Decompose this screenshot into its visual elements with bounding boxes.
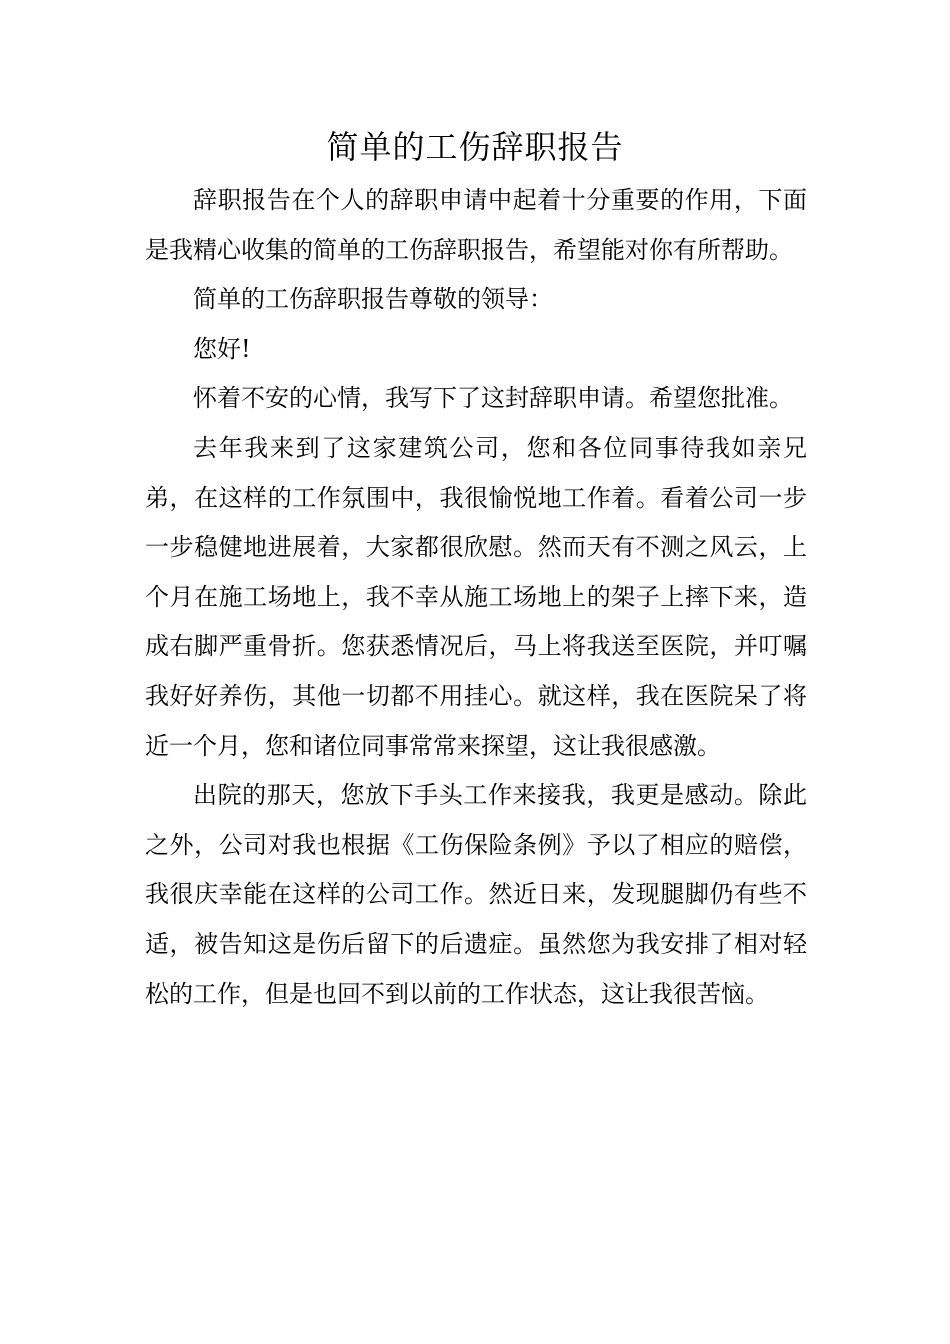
document-title: 简单的工伤辞职报告 xyxy=(326,128,624,166)
document-body xyxy=(145,176,807,1019)
greeting-paragraph: 您好! xyxy=(193,334,251,363)
intro-paragraph: 辞职报告在个人的辞职申请中起着十分重要的作用，下面是我精心收集的简单的工伤辞职报告，希望能对你有所帮助。 xyxy=(145,186,807,264)
body-paragraph: 出院的那天，您放下手头工作来接我，我更是感动。除此之外，公司对我也根据《工伤保险条例》予以了相应的赔偿，我很庆幸能在这样的公司工作。然近日来，发现腿脚仍有些不适，被告知这是伤后留下的后遗症。虽然您为我安排了相对轻松的工作，但是也回不到以前的工作状态，这让我很苦恼。 xyxy=(145,781,807,1008)
salutation-paragraph: 简单的工伤辞职报告尊敬的领导： xyxy=(193,285,553,314)
body-paragraph: 去年我来到了这家建筑公司，您和各位同事待我如亲兄弟，在这样的工作氛围中，我很愉悦地工作着。看着公司一步一步稳健地进展着，大家都很欣慰。然而天有不测之风云，上个月在施工场地上，我不幸从施工场地上的架子上摔下来，造成右脚严重骨折。您获悉情况后，马上将我送至医院，并叮嘱我好好养伤，其他一切都不用挂心。就这样，我在医院呆了将近一个月，您和诸位同事常常来探望，这让我很感激。 xyxy=(145,433,807,760)
body-paragraph: 怀着不安的心情，我写下了这封辞职申请。希望您批准。 xyxy=(193,384,793,413)
